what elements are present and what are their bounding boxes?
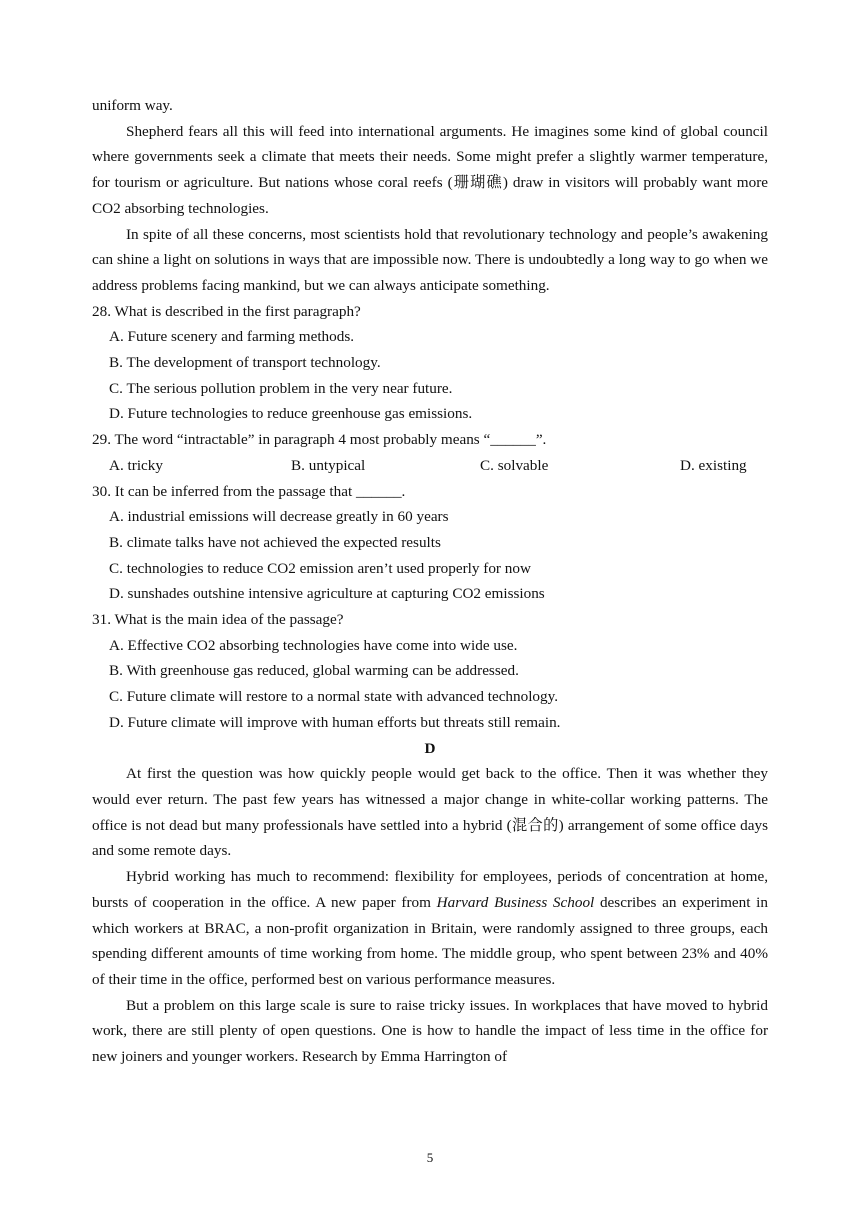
question-stem: 30. It can be inferred from the passage that ______.	[92, 482, 406, 500]
question-31	[92, 607, 768, 736]
options-row	[92, 453, 768, 479]
document-page	[92, 93, 768, 1070]
option-b: B. The development of transport technology.	[109, 354, 381, 372]
paragraph-d-2-start: Hybrid working has much to recommend: flexibility for employees, periods of concentration at home, bursts of cooperation in the office. A new paper from	[92, 868, 768, 911]
option-c: C. Future climate will restore to a normal state with advanced technology.	[109, 688, 559, 706]
option-c: C. The serious pollution problem in the very near future.	[109, 379, 453, 397]
question-29	[92, 427, 768, 478]
option-a: A. Effective CO2 absorbing technologies have come into wide use.	[109, 636, 518, 654]
section-title-d: D	[424, 739, 436, 757]
paragraph-continuation: uniform way.	[92, 97, 173, 114]
harvard-business-school: Harvard Business School	[436, 893, 595, 911]
question-stem: 28. What is described in the first paragraph?	[92, 302, 361, 320]
question-stem: 31. What is the main idea of the passage?	[92, 611, 344, 629]
question-stem: 29. The word “intractable” in paragraph 4 most probably means “______”.	[92, 431, 547, 449]
option-b: B. With greenhouse gas reduced, global warming can be addressed.	[109, 662, 519, 680]
question-28	[92, 299, 768, 428]
paragraph-d-1: At first the question was how quickly people would get back to the office. Then it was whether they would ever return. The past few years has witnessed a major change in white-collar working patterns. The office is not dead but many professionals have settled into a hybrid (混合的) arrangement of some office days and some remote days.	[92, 765, 768, 860]
option-a: A. industrial emissions will decrease greatly in 60 years	[109, 508, 449, 526]
option-d: D. Future technologies to reduce greenhouse gas emissions.	[109, 405, 473, 423]
option-c: C. technologies to reduce CO2 emission aren’t used properly for now	[109, 559, 531, 577]
question-30	[92, 479, 768, 608]
paragraph-d-3: But a problem on this large scale is sure to raise tricky issues. In workplaces that have moved to hybrid work, there are still plenty of open questions. One is how to handle the impact of less time in the office for new joiners and younger workers. Research by Emma Harrington of	[92, 996, 768, 1066]
option-b: B. untypical	[291, 456, 366, 474]
paragraph-d-2	[92, 864, 768, 993]
option-d: D. Future climate will improve with human efforts but threats still remain.	[109, 713, 561, 731]
option-a: A. Future scenery and farming methods.	[109, 328, 355, 346]
option-d: D. sunshades outshine intensive agriculture at capturing CO2 emissions	[109, 585, 545, 603]
paragraph-d-2-end: describes an experiment in which workers at BRAC, a non-profit organization in Britain, were randomly assigned to three groups, each spending different amounts of time working from home. The middle group, who spent between 23% and 40% of their time in the office, performed best on various performance measures.	[92, 893, 768, 988]
page-number: 5	[426, 1150, 434, 1165]
option-c: C. solvable	[480, 456, 549, 474]
paragraph-concerns: In spite of all these concerns, most scientists hold that revolutionary technology and people’s awakening can shine a light on solutions in ways that are impossible now. There is undoubtedly a long way to go when we address problems facing mankind, but we can always anticipate something.	[92, 225, 768, 294]
option-d: D. existing	[680, 456, 747, 474]
paragraph-shepherd: Shepherd fears all this will feed into international arguments. He imagines some kind of global council where governments seek a climate that meets their needs. Some might prefer a slightly warmer temperature, for tourism or agriculture. But nations whose coral reefs (珊瑚礁) draw in visitors will probably want more CO2 absorbing technologies.	[92, 122, 768, 217]
option-b: B. climate talks have not achieved the expected results	[109, 533, 441, 551]
option-a: A. tricky	[109, 456, 163, 474]
